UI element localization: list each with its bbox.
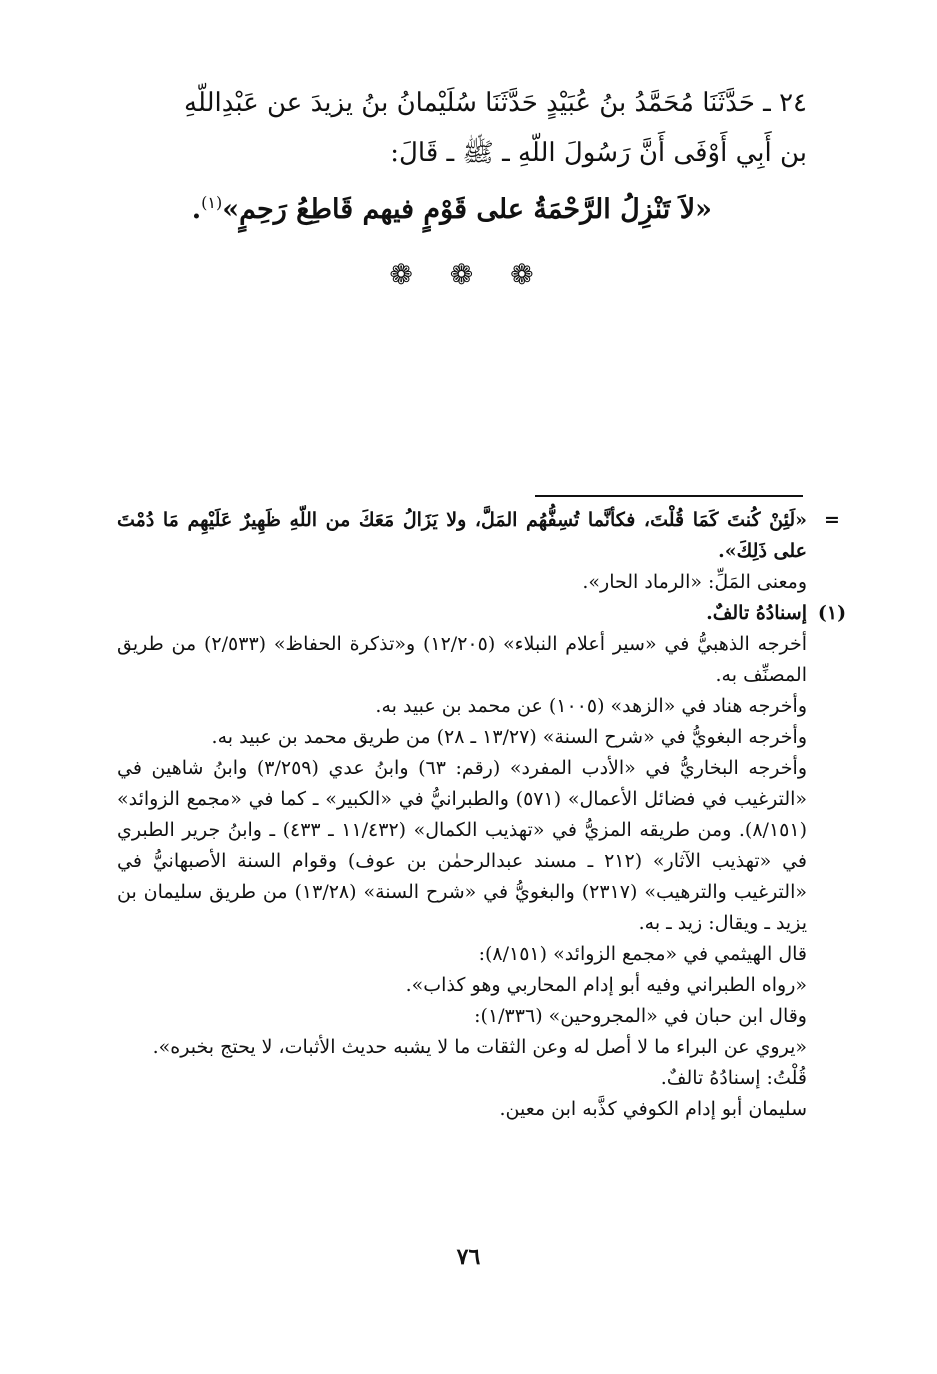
footnote-line: قال الهيثمي في «مجمع الزوائد» (٨/١٥١):	[478, 943, 807, 965]
hadith-quote-end: .	[191, 194, 202, 225]
hadith-line-2: بن أَبِي أَوْفَى أَنَّ رَسُولَ اللّهِ ـ ﷺ ـ قَالَ:	[390, 138, 807, 168]
hadith-quote	[117, 178, 807, 235]
hadith-line-1: ٢٤ ـ حَدَّثَنَا مُحَمَّدُ بنُ عُبَيْدٍ حَدَّثَنَا سُلَيْمانُ بنُ يزيدَ عن عَبْدِاللّهِ	[184, 88, 807, 118]
meaning-line: ومعنى المَلِّ: «الرماد الحار».	[582, 571, 807, 593]
continuation-text: «لَئِنْ كُنتَ كَمَا قُلْتَ، فكأنَّما تُسِفُّهُم المَلَّ، ولا يَزَالُ مَعَكَ من اللّهِ ظَهِيرٌ عَلَيْهِم مَا دُمْتَ على ذَلِكَ».	[117, 509, 807, 562]
footnote-ref-1[interactable]: (١)	[201, 193, 223, 212]
footnote-line: أخرجه الذهبيُّ في «سير أعلام النبلاء» (١٢/٢٠٥) و«تذكرة الحفاظ» (٢/٥٣٣) من طريق المصنِّف به.	[117, 633, 808, 686]
hadith-quote-text: «لاَ تَنْزِلُ الرَّحْمَةُ على قَوْمٍ فيهم قَاطِعُ رَحِمٍ»	[222, 194, 712, 225]
footnote-1-marker: (١)	[817, 602, 847, 624]
section-ornaments: ❁ ❁ ❁	[389, 258, 548, 291]
footnote-1-heading: إسنادُهُ تالفٌ.	[706, 602, 807, 624]
continuation-marker: =	[824, 509, 840, 531]
hadith-text	[117, 78, 807, 178]
page-number: ٧٦	[456, 1244, 481, 1270]
footnote-line: «يروي عن البراء ما لا أصل له وعن الثقات ما لا يشبه حديث الأثبات، لا يحتج بخبره».	[152, 1036, 807, 1058]
footnote-line: وأخرجه البغويُّ في «شرح السنة» (١٣/٢٧ ـ ٢٨) من طريق محمد بن عبيد به.	[211, 726, 807, 748]
footnote-line: وأخرجه البخاريُّ في «الأدب المفرد» (رقم: ٦٣) وابنُ عدي (٣/٢٥٩) وابنُ شاهين في «الترغيب في فضائل الأعمال» (٥٧١) والطبرانيُّ في «الكبير» ـ كما في «مجمع الزوائد» (٨/١٥١). ومن طريقه المزيُّ في «تهذيب الكمال» (١١/٤٣٢ ـ ٤٣٣) ـ وابنُ جرير الطبري في «تهذيب الآثار» (٢١٢ ـ مسند عبدالرحمٰن بن عوف) وقوام السنة الأصبهانيُّ في «الترغيب والترهيب» (٢٣١٧) والبغويُّ في «شرح السنة» (١٣/٢٨) من طريق سليمان بن يزيد ـ ويقال: زيد ـ به.	[117, 757, 808, 934]
footnote-line: سليمان أبو إدام الكوفي كذَّبه ابن معين.	[499, 1098, 807, 1120]
footnote-line: وقال ابن حبان في «المجروحين» (١/٣٣٦):	[474, 1005, 807, 1027]
footnotes	[117, 505, 847, 1125]
footnote-continuation	[117, 505, 840, 567]
footnote-line: قُلْتُ: إسنادُهُ تالفٌ.	[660, 1067, 807, 1089]
footnote-line: «رواه الطبراني وفيه أبو إدام المحاربي وهو كذاب».	[405, 974, 807, 996]
footnote-divider	[535, 495, 803, 497]
footnote-1	[117, 598, 847, 629]
footnote-line: وأخرجه هناد في «الزهد» (١٠٠٥) عن محمد بن عبيد به.	[375, 695, 807, 717]
